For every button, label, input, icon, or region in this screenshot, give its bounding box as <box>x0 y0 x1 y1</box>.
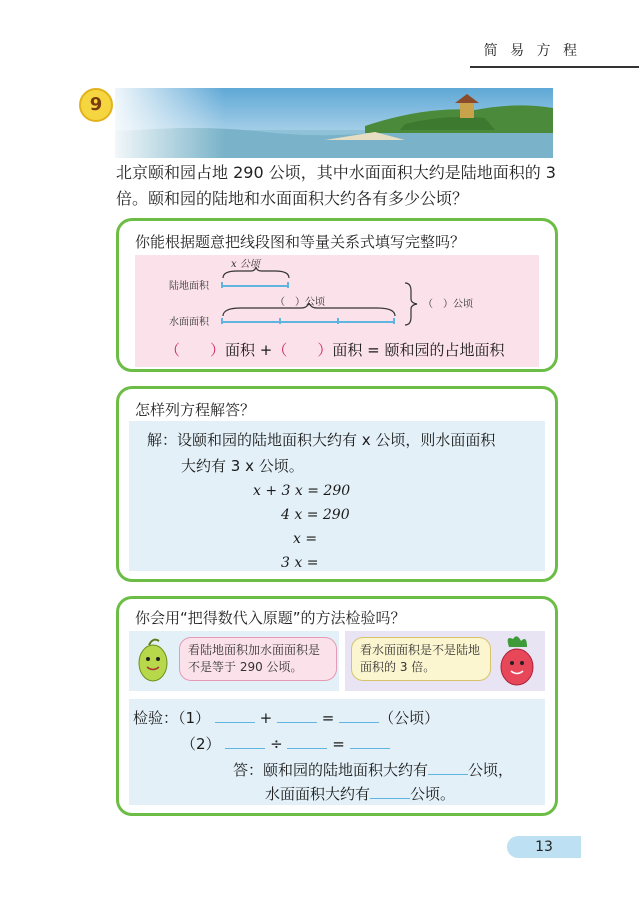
panel-verification <box>116 596 558 816</box>
check-row-1 <box>133 707 439 728</box>
hint-bubble-1: 看陆地面积加水面面积是不是等于 290 公顷。 <box>179 637 337 681</box>
answer-unit-2: 公顷。 <box>410 785 456 803</box>
equation-1: x + 3 x = 290 <box>253 483 351 499</box>
check-row2-blank-1[interactable] <box>225 748 265 749</box>
chapter-title: 简 易 方 程 <box>483 43 581 59</box>
problem-statement <box>116 160 566 212</box>
land-brace <box>221 267 291 279</box>
radish-mascot-icon <box>495 635 539 689</box>
water-tick-3 <box>393 318 395 324</box>
panel3-question: 你会用“把得数代入原题”的方法检验吗？ <box>135 609 406 627</box>
equation-4: 3 x = <box>281 555 319 571</box>
panel-segment-diagram <box>116 218 558 372</box>
water-tick-0 <box>221 318 223 324</box>
solution-line-1: 解：设颐和园的陆地面积大约有 x 公顷，则水面面积 <box>147 431 496 449</box>
panel1-question: 你能根据题意把线段图和等量关系式填写完整吗？ <box>135 233 466 251</box>
check-area <box>129 699 545 805</box>
diagram-area <box>135 255 539 367</box>
mango-mascot-icon <box>133 637 173 687</box>
check-row1-blank-1[interactable] <box>215 722 255 723</box>
answer-blank-2[interactable] <box>370 798 410 799</box>
check-row1-unit: （公顷） <box>379 709 440 727</box>
check-row1-num: （1） <box>178 709 211 727</box>
check-row2-op2: = <box>332 735 345 753</box>
water-tick-1 <box>279 318 281 324</box>
total-brace <box>403 281 419 327</box>
land-tick-start <box>221 282 223 288</box>
solution-area <box>129 421 545 571</box>
check-row2-blank-2[interactable] <box>287 748 327 749</box>
eq-blank-1[interactable]: （ ） <box>165 341 226 359</box>
page-number: 13 <box>507 836 581 858</box>
eq-text-1: 面积 + <box>225 341 273 359</box>
answer-unit-1: 公顷， <box>468 761 514 779</box>
answer-prefix-1: 答：颐和园的陆地面积大约有 <box>233 761 429 779</box>
water-amount-label: （ ）公顷 <box>275 297 325 308</box>
check-row2-num: （2） <box>181 735 221 753</box>
land-segment <box>221 285 289 287</box>
total-amount-label: （ ）公顷 <box>423 299 473 310</box>
eq-text-2: 面积 = 颐和园的占地面积 <box>332 341 505 359</box>
eq-blank-2[interactable]: （ ） <box>272 341 333 359</box>
problem-line-1: 北京颐和园占地 290 公顷，其中水面面积大约是陆地面积的 3 <box>116 163 556 182</box>
panel2-question: 怎样列方程解答？ <box>135 401 256 419</box>
problem-line-2: 倍。颐和园的陆地和水面面积大约各有多少公顷？ <box>116 189 469 208</box>
check-row1-blank-3[interactable] <box>339 722 379 723</box>
land-label: 陆地面积 <box>169 281 209 292</box>
check-row1-op1: + <box>259 709 273 727</box>
solution-line-2: 大约有 3 x 公顷。 <box>181 457 304 475</box>
water-label: 水面面积 <box>169 317 209 328</box>
equation-line <box>165 339 504 360</box>
check-row2-op1: ÷ <box>270 735 283 753</box>
water-tick-2 <box>337 318 339 324</box>
check-label: 检验： <box>133 709 179 727</box>
answer-line-2 <box>265 783 455 804</box>
answer-prefix-2: 水面面积大约有 <box>265 785 371 803</box>
hint-area-right <box>345 631 545 691</box>
water-segment <box>221 321 395 323</box>
check-row1-blank-2[interactable] <box>277 722 317 723</box>
example-number-badge: 9 <box>79 88 113 122</box>
land-amount-label: x 公顷 <box>231 259 260 270</box>
water-brace <box>221 303 397 317</box>
check-row1-op2: = <box>321 709 335 727</box>
equation-2: 4 x = 290 <box>281 507 350 523</box>
land-tick-end <box>287 282 289 288</box>
answer-blank-1[interactable] <box>428 774 468 775</box>
equation-3: x = <box>293 531 318 547</box>
header-rule <box>470 66 639 68</box>
panel-solve-equation <box>116 386 558 582</box>
check-row2-blank-3[interactable] <box>350 748 390 749</box>
check-row-2 <box>181 733 390 754</box>
hint-area-left <box>129 631 339 691</box>
hint-bubble-2: 看水面面积是不是陆地面积的 3 倍。 <box>351 637 491 681</box>
summer-palace-banner-image <box>115 88 553 158</box>
answer-line-1 <box>233 759 513 780</box>
